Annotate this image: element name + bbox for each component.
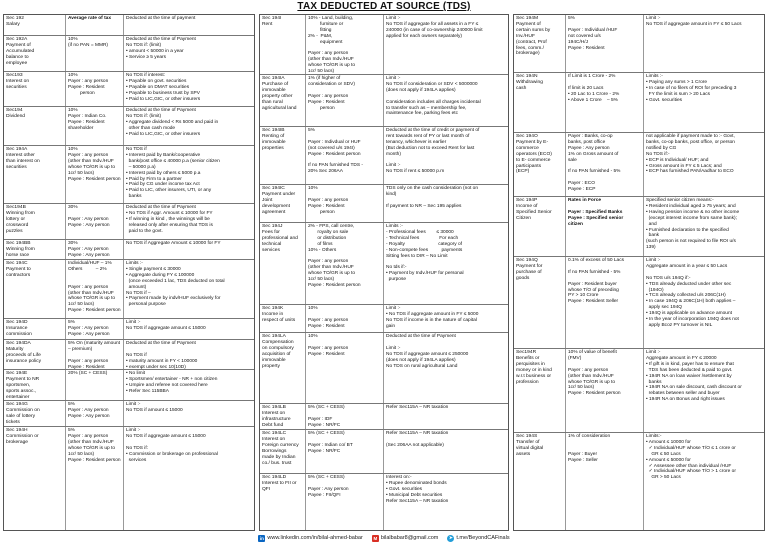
linkedin-link[interactable]: www.linkedin.com/in/bilal-ahmed-babar: [267, 535, 363, 541]
rate-cell: 10% Payer : any person Payee : Resident: [306, 333, 384, 403]
section-row: [4, 107, 254, 146]
section-cell: Sec 194BB Winning from horse race: [4, 240, 66, 259]
footer: [0, 533, 768, 543]
rate-cell: Average rate of tax: [66, 15, 124, 35]
footer-email[interactable]: [372, 535, 439, 542]
details-cell: Deducted at the time of Payment No TDS if: (limit) • amount < 50000 in a year • Service ≥ 5 years: [126, 37, 196, 60]
rate-cell: 1% (if higher of consideration or SDV) Payer : any person Payee : Resident person: [306, 75, 384, 126]
rate-cell: 1% of consideration Payer : Buyer Payee : Seller: [566, 433, 644, 530]
section-row: [260, 404, 508, 430]
details-cell: Specified senior citizen means:- • Resident individual aged ≥ 75 years; and • Having pension income & no other income (except interest income from same bank); and • Furnished declaration to the specified bank (such person is not required to file ROI u/s 139): [646, 198, 740, 251]
section-row: [514, 257, 764, 349]
details-cell: Deducted at the time of payment: [126, 16, 196, 21]
tds-column-2: [259, 14, 509, 531]
section-row: [260, 333, 508, 404]
footer-linkedin[interactable]: [258, 535, 362, 542]
section-row: [4, 15, 254, 36]
details-cell: Limit :- No TDS if aggregate amount in FY ≤ 50 Lacs: [646, 16, 742, 27]
section-row: [260, 430, 508, 474]
section-row: [260, 15, 508, 75]
telegram-link[interactable]: t.me/BeyondCAFinals: [456, 535, 510, 541]
section-cell: Sec 194D Insurance commission: [4, 319, 66, 339]
rate-cell: 10% Payer : any person Payee : Resident: [306, 305, 384, 332]
rate-cell: 10% (if no PAN = MMR): [66, 36, 124, 71]
section-row: [514, 433, 764, 530]
rate-cell: 20% (SC + CESS): [66, 370, 124, 400]
section-row: [4, 146, 254, 204]
page-title: TAX DEDUCTED AT SOURCE (TDS): [297, 1, 471, 12]
section-row: [260, 75, 508, 127]
details-cell: Deducted at the time of credit or payment of rent towards rent of PY or last month of tenancy, whichever is earlier (But deduction not to exceed Rent for last month) Limit :- No TDS if rent ≤ 50000 p.m: [386, 128, 480, 175]
section-row: [260, 185, 508, 223]
section-row: [514, 133, 764, 197]
section-cell: Sec 194LD Interest to FII or QFI: [260, 474, 306, 530]
section-row: [4, 240, 254, 260]
section-cell: Sec194 Dividend: [4, 107, 66, 145]
section-cell: Sec 194J Fees for professional and technical services: [260, 223, 306, 304]
details-cell: Limit :- • No TDS if aggregate amount in FY ≤ 5000 No TDS if income is in the nature of capital gain: [386, 306, 479, 329]
details-cell: not applicable if payment made to :- Govt, banks, co-op banks, post office, or person notified by CG No TDS if:- • ECP is Individual/ HUF; and • Gross amount in FY ≤ 5 Lacs; and • ECP has furnished PAN/Aadhar to ECO: [646, 134, 735, 175]
details-cell: Interest on:- • Rupee denominated bonds • Govt. securities • Municipal Debt securities Refer Sec115A – NR taxation: [386, 475, 449, 504]
section-cell: Sec 194IA Purchase of immovable property other than rural agricultural land: [260, 75, 306, 126]
section-row: [260, 474, 508, 530]
rate-cell: If Limit is 1 Crore - 2% If limit is 20 Lacs • 20 Lac to 1 Crore - 2% • Above 1 Crore – 5%: [566, 73, 644, 132]
rate-cell: 30% Payer : Any person Payee : Any person: [66, 204, 124, 239]
rate-cell: 5% Payer : any person (other than Indv./HUF whose TO/GR is up to 1cr/ 50 lacs) Payee : Resident person: [66, 427, 124, 530]
section-cell: Sec 192A Payment of Accumulated balance to employee: [4, 36, 66, 71]
section-cell: Sec 194H Commission or brokerage: [4, 427, 66, 530]
rate-cell: Individual/HUF – 1% Others – 2% Payer : any person (other than Indv./HUF whose TO/GR is up to 1cr/ 50 lacs) Payee : Resident person: [66, 260, 124, 318]
section-row: [4, 401, 254, 427]
rate-cell: 5% Payer : Indivdual or HUF (not covered u/s 194I) Payee : Resident person If no PAN furnished TDS - 20% Sec 206AA: [306, 127, 384, 184]
section-row: [4, 36, 254, 72]
section-cell: Sec 194C Payment to contractors: [4, 260, 66, 318]
details-cell: No TDS if • Interest paid by Bank/cooperative bank/post office ≤ 40000 p.a (senior citizen – 50000 p.a) • Interest paid by others ≤ 5000 p.a • Paid by Firm to a partner • Paid by CG under income tax Act • Paid to LIC, other insurers, UTI, or any banks: [126, 147, 220, 200]
section-cell: Sec 192 Salary: [4, 15, 66, 35]
rate-cell: 10% - Land, building, furniture or fitting 2% - P&M, equipment Payer : any person (other than Indv./HUF whose TO/GR is up to 1cr/ 50 lacs): [306, 15, 384, 74]
details-cell: Limits :- - Professional fees ≤ 30000 - Technical fees For each - Royalty category of - Non-compete fees payments Sitting fees to DIR – No Limit No tds if:- • Payment by Indv./HUF for personal purpose: [386, 224, 464, 283]
section-row: [260, 127, 508, 185]
rate-cell: 0.1% of excess of 50 Lacs If no PAN furnished - 5% Payer : Resident buyer whose T/O of preceding PY > 10 Crore Payee : Resident Seller: [566, 257, 644, 348]
details-cell: Limits :- • Paying any sums > 1 Crore • In case of no filers of ROI for preceding 3 FY the limit is sum > 20 Lacs • Govt. securities: [646, 74, 737, 103]
details-cell: Deducted at the time of Payment • No TDS if Aggr. Amount ≤ 10000 for FY • If winning in kind , the winnings will be released only after ensuring that TDS is paid to the govt.: [126, 205, 213, 234]
section-cell: Sec193 Interest on securities: [4, 72, 66, 106]
rate-cell: 10% of value of benefit (FMV) Payer : any person (other than Indv./HUF whose TO/GR is up to 1cr/ 50 lacs) Payee : Resident person: [566, 349, 644, 432]
details-cell: Limit :- No TDS if aggregate amount ≤ 15000: [126, 320, 206, 331]
section-cell: Sec 194IC Payment under Joint development agreement: [260, 185, 306, 222]
section-row: [4, 370, 254, 401]
details-cell: Limit :- Aggregate amount in a year ≤ 50 Lacs No TDS u/s 194Q if:- • TDS already deducted under other sec (194O) • TCS already collected u/s 206C(1H) • In case 194Q & 206C(1H) both applies – apply sec 194Q • 194Q is applicable on advance amount • In the year of incorporation 194Q does not apply Bcoz PY turnover is NIL: [646, 258, 739, 328]
section-cell: Sec 194A Interest other than interest on securities: [4, 146, 66, 203]
section-cell: Sec 194LB Interest on infrastructure Debt fund: [260, 404, 306, 429]
details-cell: Deducted at the time of Payment No TDS if • maturity amount in FY < 100000 • exempt under sec 10(10D): [126, 341, 198, 369]
section-cell: Sec 194LA Compensation on compulsory acquisition of immovable property: [260, 333, 306, 403]
section-cell: Sec 194G Commission on sale of lottery tickets: [4, 401, 66, 426]
rate-cell: 30% Payer : Any person Payee : Any person: [66, 240, 124, 259]
rate-cell: 5% Payer : Any person Payee : Any person: [66, 401, 124, 426]
section-cell: Sec 194K Income in respect of units: [260, 305, 306, 332]
section-row: [514, 15, 764, 73]
linkedin-icon: in: [259, 535, 264, 541]
details-cell: Limit :- No TDS if consideration or SDV < 5000000 (does not apply if 194LA applies) Consideration includes all charges incidental to transfer such as – membership fee, maintenance fee, parking fees etc: [386, 76, 481, 117]
section-cell: Sec 194N Withdrawing cash: [514, 73, 566, 132]
rate-cell: Rates in Force Payer : Specified Banks Payee : Specified senior citizen: [566, 197, 644, 256]
details-cell: Refer Sec115A – NR taxation: [386, 405, 449, 410]
email-icon: M: [373, 535, 378, 541]
rate-cell: 10% Payer : any person Payee : Resident person: [66, 72, 124, 106]
rate-cell: 5% (SC + CESS) Payer : Indian co/ BT Payee : NR/FC: [306, 430, 384, 473]
rate-cell: 5% (SC + CESS) Payer : Any person Payee : FII/QFI: [306, 474, 384, 530]
rate-cell: 5% On (maturity amount – premium) Payer : any person Payee : Resident: [66, 340, 124, 369]
section-row: [514, 197, 764, 257]
section-cell: Sec 194O Payment by E- commerce operators (ECO) to E- commerce participants (ECP): [514, 133, 566, 196]
details-cell: Deducted at the time of Payment No TDS if: (limit) • Aggregate dividend < Rs 5000 and paid in other than cash mode • Paid to LIC,GIC, or other insurers: [126, 108, 219, 137]
rate-cell: 2% - FPS, call centre, royalty on sale or distribution of films 10% - Others Payer : any person (other than Indv./HUF whose TO/GR is up to 1cr/ 50 lacs) Payee : Resident person: [306, 223, 384, 304]
details-cell: No TDS if interest: • Payable on govt. securities • Payable on DMAT securities • Payable to business trust by SPV • Paid to LIC,GIC, or other insurers: [126, 73, 201, 102]
rate-cell: 10% Payer : any person Payee : Resident person: [306, 185, 384, 222]
details-cell: Limit :- No TDS if aggregate amount ≤ 15000 No TDS if: • Commission or brokerage on professional services: [126, 428, 218, 463]
footer-telegram[interactable]: [447, 535, 509, 542]
section-row: [4, 427, 254, 530]
rate-cell: 10% Payer : any person (other than Indv./HUF whose TO/GR is up to 1cr/ 50 lacs) Payee : Resident person: [66, 146, 124, 203]
section-row: [4, 319, 254, 340]
section-cell: Sec 194Q Payment for purchase of goods: [514, 257, 566, 348]
rate-cell: 5% Payer : Individual /HUF not covered u/s 194C/H/J Payee : Resident: [566, 15, 644, 72]
details-cell: Limits:- • Amount ≤ 10000 for ✓ Individual/HUF whose T/O ≤ 1 crore or GR ≤ 50 Lacs • Amount ≤ 50000 for ✓ Assessee other than individual /HUF ✓ Individual/HUF whose T/O > 1 crore or GR > 50 Lacs: [646, 434, 736, 481]
details-cell: Limit :- Aggregate amount in FY ≤ 20000 • If gift is in kind, payer has to ensure that TDS has been deducted & paid to govt. • 194R NA on loan waiver /settlement by banks • 194R NA on sale discount, cash discount or rebates between seller and buyer • 194R NA on Bonus and right issues: [646, 350, 742, 403]
telegram-icon: ➤: [448, 535, 453, 540]
details-cell: • No limit • Sportsmen/ entertainer - NR + non citizen • Umpire and referee not covered here • Refer Sec 115BBA: [126, 371, 218, 394]
details-cell: Deducted at the time of Payment Limit :- No TDS if aggregate amount ≤ 250000 (does not apply if 194LA applies) No TDS on rural agricultural Land: [386, 334, 469, 369]
details-cell: Limit :- No TDS if aggregate for all assets in a FY ≤ 240000 (in case of co-ownership 240000 limit applied for each owners separately): [386, 16, 483, 39]
section-cell: Sec194B Winning from lottery or crossword puzzles: [4, 204, 66, 239]
section-cell: Sec 194LC Interest on Foreign currency Borrowings made by Indian co./ bus. trust: [260, 430, 306, 473]
section-row: [4, 204, 254, 240]
email-link[interactable]: bilalbabar8@gmail.com: [380, 535, 439, 541]
tds-column-3: [513, 14, 765, 531]
section-cell: Sec 194P Income of Specified Senior Citizen: [514, 197, 566, 256]
rate-cell: Payer : Banks, co-op banks, post office Payee : Any person 1% on Gross amount of sale If no PAN furnished - 5% Payer : ECO Payee : ECP: [566, 133, 644, 196]
section-row: [4, 260, 254, 319]
rate-cell: 10% Payer : Indian Co. Payee : Resident shareholder: [66, 107, 124, 145]
details-cell: Limits :- • Single payment ≤ 30000 • Aggregate during FY ≤ 100000 (once exceeded 1 lac, TDS deducted on total amount) No TDS if – • Payment made by indv/HUF exclusively for personal purpose: [126, 261, 225, 308]
section-row: [514, 349, 764, 433]
section-cell: Sec 194DA Maturity proceeds of Life insurance policy: [4, 340, 66, 369]
section-cell: Sec194R Benefits or perquisites in money or in kind w.r.t business or profession: [514, 349, 566, 432]
section-row: [514, 73, 764, 133]
section-row: [260, 223, 508, 305]
section-row: [4, 72, 254, 107]
details-cell: Refer Sec115A – NR taxation (Sec 206AA not applicable): [386, 431, 449, 448]
details-cell: TDS only on the cash consideration (not on kind) If payment to NR – Sec 195 applies: [386, 186, 478, 209]
section-row: [260, 305, 508, 333]
section-cell: Sec 194IB Renting of immovable properties: [260, 127, 306, 184]
section-cell: Sec 194I Rent: [260, 15, 306, 74]
rate-cell: 5% Payer : Any person Payee : Any person: [66, 319, 124, 339]
details-cell: Limit :- No TDS if amount ≤ 15000: [126, 402, 183, 413]
section-cell: Sec 194E Payment to NR sportsmen, sports assoc., entertainer: [4, 370, 66, 400]
tds-column-1: [3, 14, 255, 531]
details-cell: No TDS if Aggregate Amount ≤ 10000 for FY: [126, 241, 221, 246]
section-row: [4, 340, 254, 370]
rate-cell: 5% (SC + CESS) Payer : IDF Payee : NR/FC: [306, 404, 384, 429]
section-cell: Sec 194M Payment of certain sums by Inv./HUF (contract, Prof fees, comm./ brokerage): [514, 15, 566, 72]
section-cell: Sec 194S Transfer of virtual digital assets: [514, 433, 566, 530]
